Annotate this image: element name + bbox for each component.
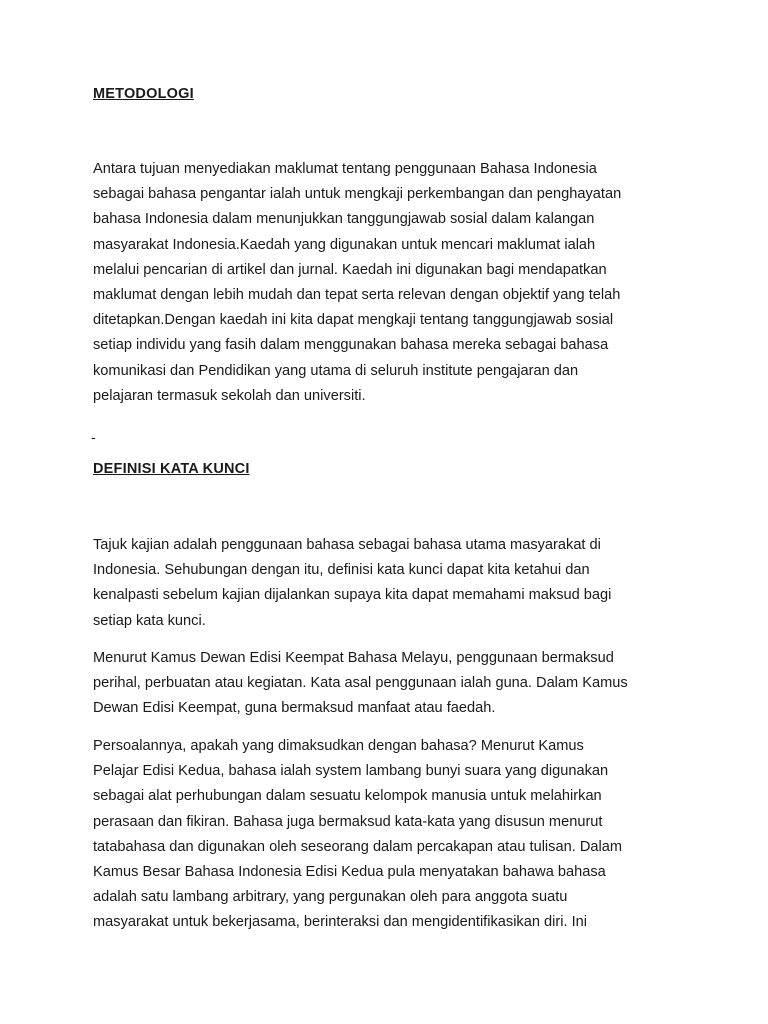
paragraph-definisi-2: Menurut Kamus Dewan Edisi Keempat Bahasa Melayu, penggunaan bermaksud perihal, perbuatan atau kegiatan. Kata asal penggunaan ialah guna. Dalam Kamus Dewan Edisi Keempat, guna bermaksud manfaat atau faedah.	[93, 650, 628, 717]
section-heading-metodologi: METODOLOGI	[93, 86, 194, 102]
paragraph-definisi-3: Persoalannya, apakah yang dimaksudkan dengan bahasa? Menurut Kamus Pelajar Edisi Kedua, bahasa ialah system lambang bunyi suara yang digunakan sebagai alat perhubungan dalam sesuatu kelompok manusia untuk melahirkan perasaan dan fikiran. Bahasa juga bermaksud kata-kata yang disusun menurut tatabahasa dan digunakan oleh seseorang dalam percakapan atau tulisan. Dalam Kamus Besar Bahasa Indonesia Edisi Kedua pula menyatakan bahawa bahasa adalah satu lambang arbitrary, yang pergunakan oleh para anggota suatu masyarakat untuk bekerjasama, berinteraksi dan mengidentifikasikan diri. Ini	[93, 738, 622, 931]
separator-dash: -	[91, 429, 96, 445]
paragraph-metodologi: Antara tujuan menyediakan maklumat tentang penggunaan Bahasa Indonesia sebagai bahasa pengantar ialah untuk mengkaji perkembangan dan penghayatan bahasa Indonesia dalam menunjukkan tanggungjawab sosial dalam kalangan masyarakat Indonesia.Kaedah yang digunakan untuk mencari maklumat ialah melalui pencarian di artikel dan jurnal. Kaedah ini digunakan bagi mendapatkan maklumat dengan lebih mudah dan tepat serta relevan dengan objektif yang telah ditetapkan.Dengan kaedah ini kita dapat mengkaji tentang tanggungjawab sosial setiap individu yang fasih dalam menggunakan bahasa mereka sebagai bahasa komunikasi dan Pendidikan yang utama di seluruh institute pengajaran dan pelajaran termasuk sekolah dan universiti.	[93, 161, 622, 404]
paragraph-definisi-1: Tajuk kajian adalah penggunaan bahasa sebagai bahasa utama masyarakat di Indonesia. Sehubungan dengan itu, definisi kata kunci dapat kita ketahui dan kenalpasti sebelum kajian dijalankan supaya kita dapat memahami maksud bagi setiap kata kunci.	[93, 537, 612, 629]
section-heading-definisi-kata-kunci: DEFINISI KATA KUNCI	[93, 461, 250, 477]
